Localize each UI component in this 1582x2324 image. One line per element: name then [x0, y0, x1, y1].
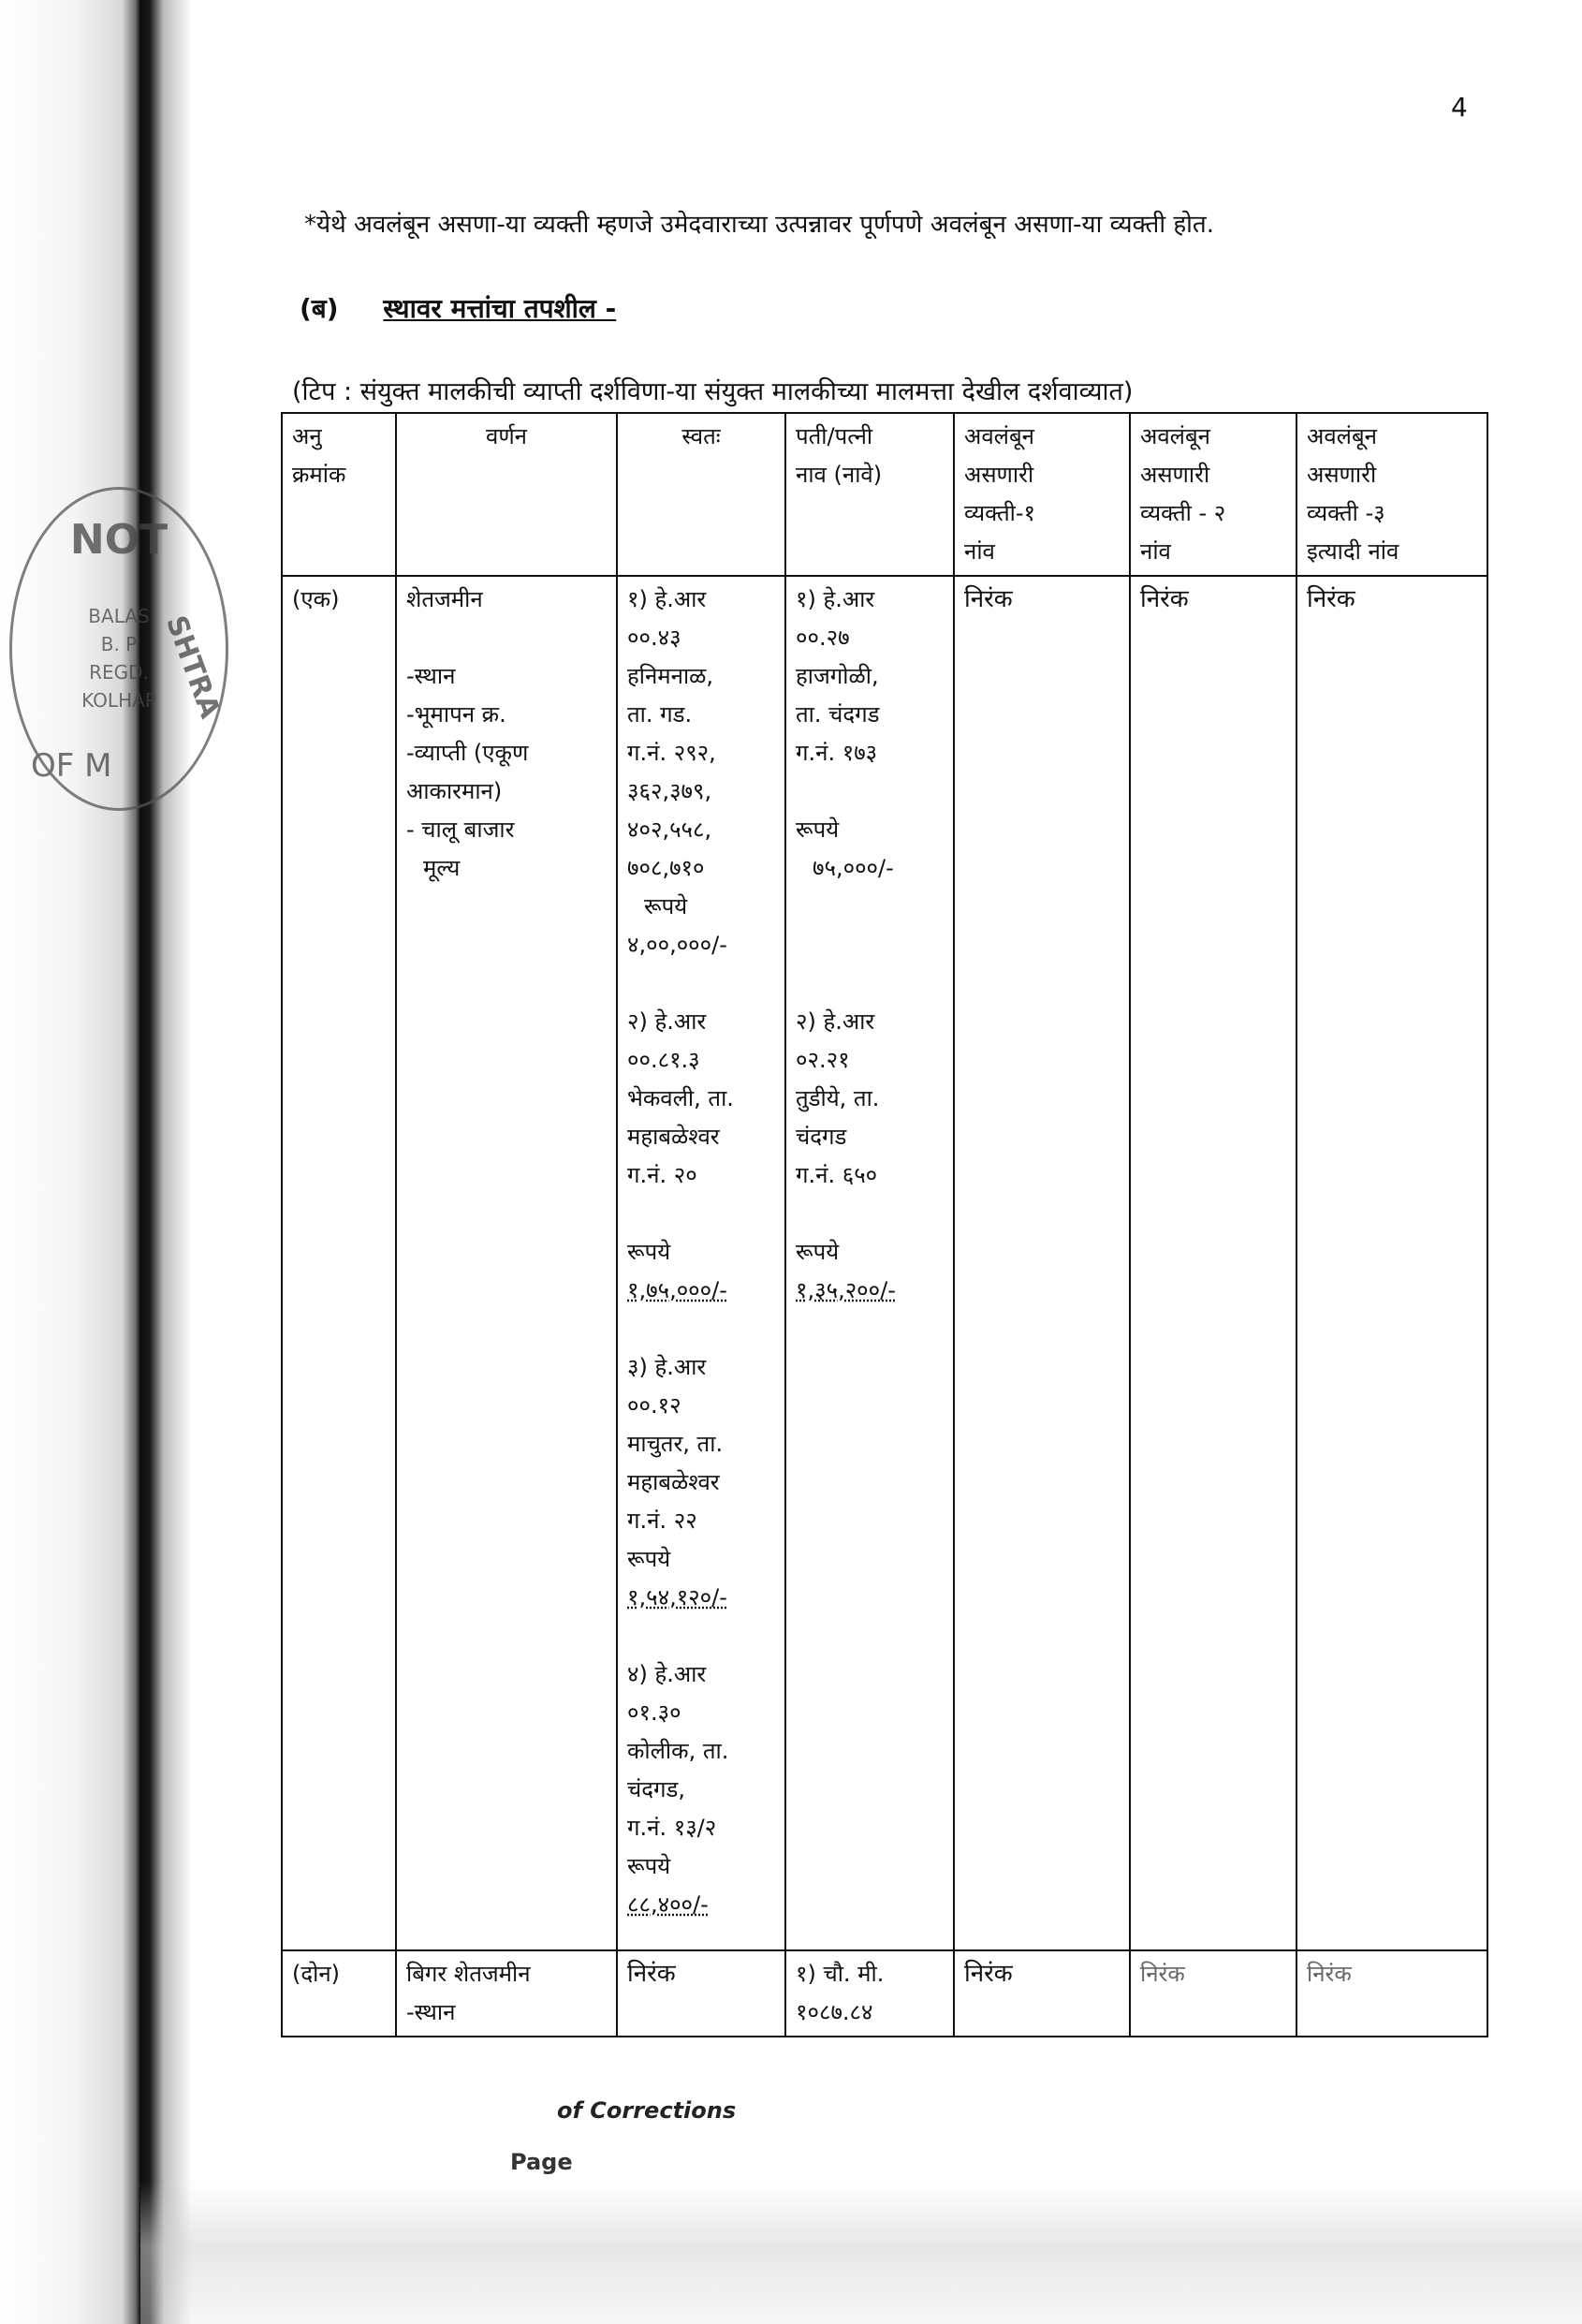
row1-description-title: शेतजमीन	[406, 586, 483, 612]
land-value: ४,००,०००/-	[627, 932, 727, 958]
row1-description: शेतजमीन -स्थान -भूमापन क्र. -व्याप्ती (एकूण आकारमान) - चालू बाजार मूल्य	[396, 576, 617, 1950]
scan-binding-shadow	[0, 0, 197, 2324]
notary-stamp: NOT BALAS B. P REGD. KOLHAP SHTRA OF M	[9, 487, 228, 811]
table-note: (टिप : संयुक्त मालकीची व्याप्ती दर्शविणा-या संयुक्त मालकीच्या मालमत्ता देखील दर्शवाव्यात)	[292, 377, 1134, 406]
section-heading	[300, 290, 616, 326]
header-dependent-3: अवलंबून असणारी व्यक्ती -३ इत्यादी नांव	[1296, 413, 1487, 576]
row2-self: निरंक	[617, 1950, 785, 2037]
row2-dependent-2: निरंक	[1130, 1950, 1296, 2037]
immovable-assets-table	[281, 412, 1488, 2037]
table-row-agricultural-land	[282, 576, 1487, 1950]
dependent-definition-note: *येथे अवलंबून असणा-या व्यक्ती म्हणजे उमेदवाराच्या उत्पन्नावर पूर्णपणे अवलंबून असणा-या व्यक्ती होत.	[304, 211, 1214, 239]
row1-serial: (एक)	[282, 576, 396, 1950]
row1-dependent-3: निरंक	[1296, 576, 1487, 1950]
header-serial: अनु क्रमांक	[282, 413, 396, 576]
land-value: ७५,०००/-	[813, 855, 894, 881]
row2-dependent-1: निरंक	[954, 1950, 1130, 2037]
table-header-row	[282, 413, 1487, 576]
self-land-entry: १) हे.आर ००.४३ हनिमनाळ, ता. गड. ग.नं. २९२, ३६२,३७९, ४०२,५५८, ७०८,७१० रूपये ४,००,०००/-	[627, 581, 775, 964]
self-land-entry: ४) हे.आर ०१.३० कोलीक, ता. चंदगड, ग.नं. १३/२ रूपये ८८,४००/-	[627, 1655, 775, 1924]
self-land-entry: ३) हे.आर ००.१२ माचुतर, ता. महाबळेश्वर ग.नं. २२ रूपये १,५४,१२०/-	[627, 1348, 775, 1617]
row1-spouse-holdings	[785, 576, 954, 1950]
land-value: १,३५,२००/-	[796, 1277, 896, 1303]
row2-spouse: १) चौ. मी. १०८७.८४	[785, 1950, 954, 2037]
row2-dependent-3: निरंक	[1296, 1950, 1487, 2037]
header-spouse: पती/पत्नी नाव (नावे)	[785, 413, 954, 576]
table-row-non-agricultural-land	[282, 1950, 1487, 2037]
section-title: स्थावर मत्तांचा तपशील -	[383, 293, 617, 324]
spouse-land-entry: १) हे.आर ००.२७ हाजगोळी, ता. चंदगड ग.नं. १७३ रूपये ७५,०००/-	[796, 581, 944, 888]
land-value: १,७५,०००/-	[627, 1277, 727, 1303]
header-self: स्वतः	[617, 413, 785, 576]
row1-dependent-1: निरंक	[954, 576, 1130, 1950]
land-value: १,५४,१२०/-	[627, 1584, 727, 1611]
header-description: वर्णन	[396, 413, 617, 576]
self-land-entry: २) हे.आर ००.८१.३ भेकवली, ता. महाबळेश्वर ग.नं. २० रूपये १,७५,०००/-	[627, 1003, 775, 1310]
page-mark: Page	[510, 2149, 573, 2175]
row1-dependent-2: निरंक	[1130, 576, 1296, 1950]
corrections-stamp: of Corrections	[557, 2097, 737, 2124]
row2-description: बिगर शेतजमीन -स्थान	[396, 1950, 617, 2037]
land-value: ८८,४००/-	[627, 1891, 709, 1918]
scan-smudge	[140, 2182, 1582, 2324]
spouse-land-entry: २) हे.आर ०२.२१ तुडीये, ता. चंदगड ग.नं. ६५० रूपये १,३५,२००/-	[796, 1003, 944, 1310]
header-dependent-2: अवलंबून असणारी व्यक्ती - २ नांव	[1130, 413, 1296, 576]
page-number: 4	[1451, 92, 1468, 123]
row1-self-holdings	[617, 576, 785, 1950]
header-dependent-1: अवलंबून असणारी व्यक्ती-१ नांव	[954, 413, 1130, 576]
row2-serial: (दोन)	[282, 1950, 396, 2037]
section-marker: (ब)	[300, 293, 339, 324]
